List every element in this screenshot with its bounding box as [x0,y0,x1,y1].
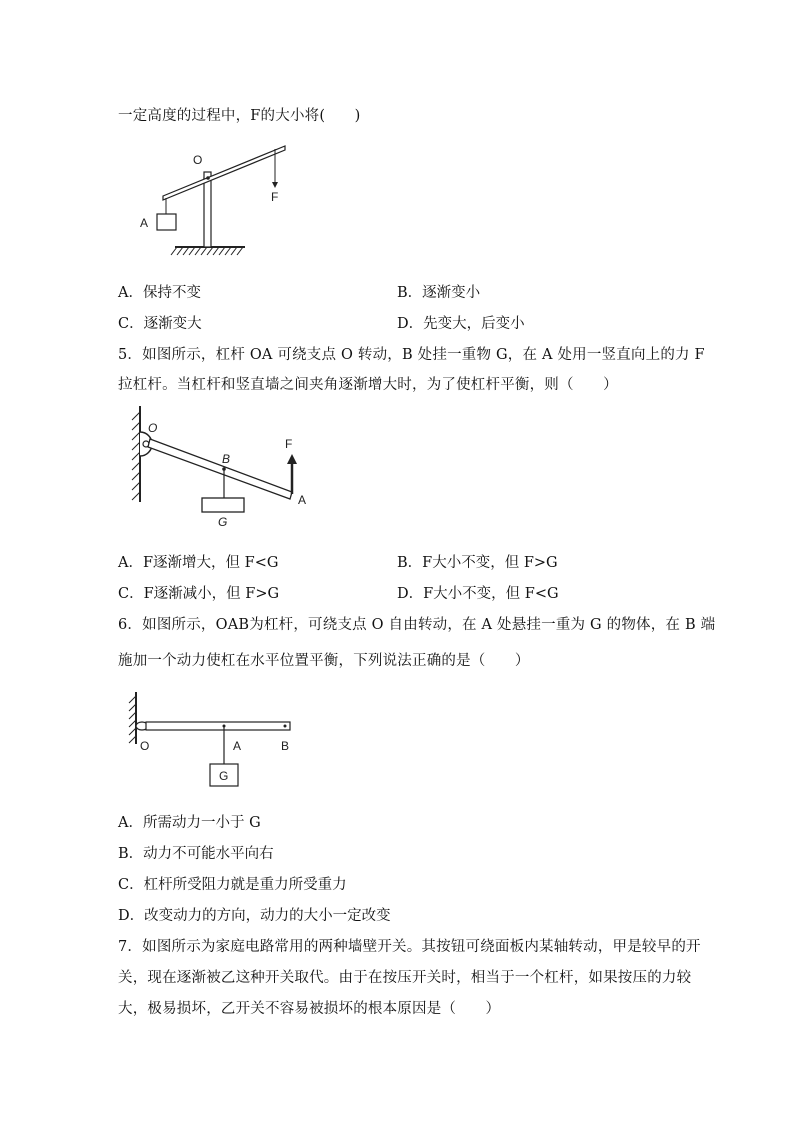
q6-option-b[interactable]: B．动力不可能水平向右 [118,846,274,862]
q7-line-1: 7．如图所示为家庭电路常用的两种墙壁开关。其按钮可绕面板内某轴转动，甲是较早的开 [118,939,701,955]
q6-option-a[interactable]: A．所需动力一小于 G [118,815,261,831]
q5-line-1: 5．如图所示，杠杆 OA 可绕支点 O 转动，B 处挂一重物 G，在 A 处用一竖直向上的力 F [118,347,705,363]
q6-lever-figure [122,690,302,790]
q7-line-3: 大，极易损坏，乙开关不容易被损坏的根本原因是（ ） [118,1001,501,1017]
q5-line-2: 拉杠杆。当杠杆和竖直墙之间夹角逐渐增大时，为了使杠杆平衡，则（ ） [118,377,618,393]
q6-label-b: B [281,739,290,753]
q5-option-c[interactable]: C．F逐渐减小，但 F>G [118,586,280,602]
q5-option-b[interactable]: B．F大小不变，但 F>G [397,555,558,571]
q4-label-f: F [271,190,279,204]
q6-option-c[interactable]: C．杠杆所受阻力就是重力所受重力 [118,877,347,893]
q6-label-g: G [219,769,229,783]
q5-lever-figure [120,402,320,530]
q5-option-a[interactable]: A．F逐渐增大，但 F<G [118,555,279,571]
q6-option-d[interactable]: D．改变动力的方向，动力的大小一定改变 [118,908,391,924]
q4-option-c[interactable]: C．逐渐变大 [118,316,202,332]
q4-label-o: O [193,153,203,167]
q6-label-o: O [140,739,150,753]
q5-option-d[interactable]: D．F大小不变，但 F<G [397,586,559,602]
q7-line-2: 关，现在逐渐被乙这种开关取代。由于在按压开关时，相当于一个杠杆，如果按压的力较 [118,970,692,986]
q4-option-b[interactable]: B．逐渐变小 [397,285,481,301]
q6-line-2: 施加一个动力使杠在水平位置平衡，下列说法正确的是（ ） [118,653,530,669]
q5-label-o: O [148,421,158,435]
q4-label-a: A [140,216,149,230]
q6-line-1: 6．如图所示，OAB为杠杆，可绕支点 O 自由转动，在 A 处悬挂一重为 G 的物体，在 B 端 [118,617,716,633]
q4-lever-figure [135,138,295,258]
q5-label-f: F [285,437,293,451]
q4-option-d[interactable]: D．先变大，后变小 [397,316,525,332]
q4-option-a[interactable]: A．保持不变 [118,285,201,301]
q5-label-b: B [222,452,231,466]
q5-label-g: G [218,515,228,529]
q4-stem-tail: 一定高度的过程中，F的大小将( ) [118,108,361,124]
q6-label-a: A [233,739,242,753]
q5-label-a: A [298,493,307,507]
